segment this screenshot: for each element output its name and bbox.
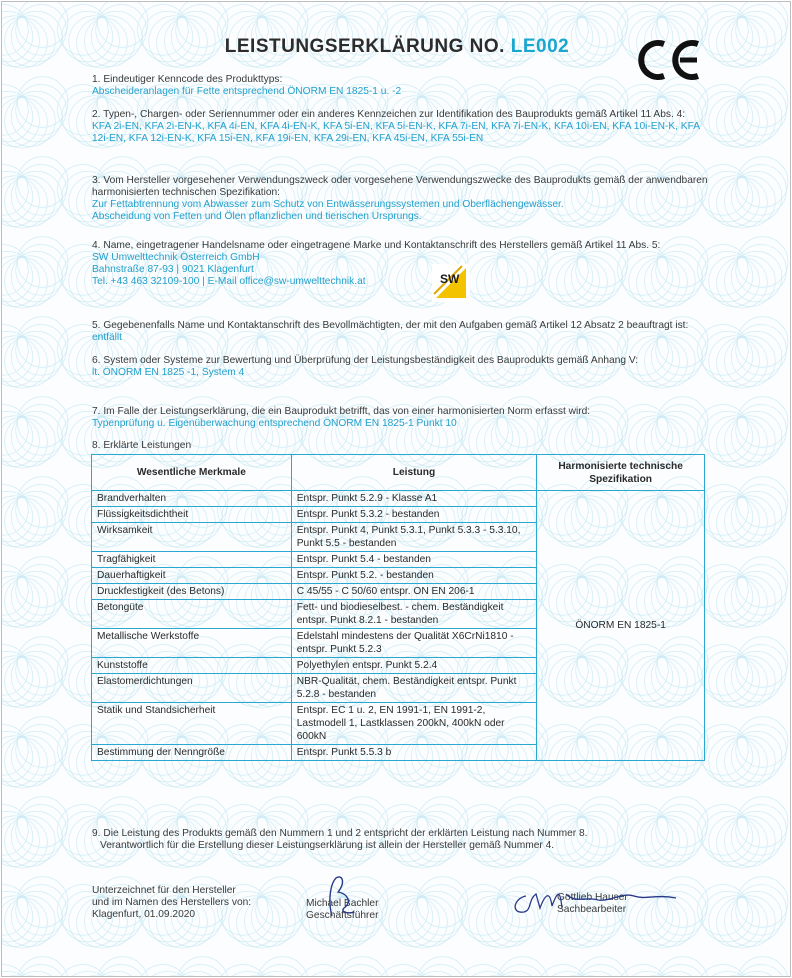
manufacturer-name: SW Umwelttechnik Österreich GmbH xyxy=(92,252,260,263)
section-6: 6. System oder Systeme zur Bewertung und Überprüfung der Leistungsbeständigkeit des Bauprodukts gemäß Anhang V: lt. ÖNORM EN 1825 -1, System 4 xyxy=(92,355,712,379)
characteristic-cell: Kunststoffe xyxy=(92,658,292,674)
title-text: LEISTUNGSERKLÄRUNG NO. xyxy=(224,36,505,57)
intended-use-1: Zur Fettabtrennung vom Abwasser zum Schutz von Entwässerungssystemen und Oberflächengewässer. xyxy=(92,199,564,210)
characteristic-cell: Elastomerdichtungen xyxy=(92,674,292,703)
section-9: 9. Die Leistung des Produkts gemäß den Nummern 1 und 2 entspricht der erklärten Leistung nach Nummer 8. Verantwortlich für die Erstellung dieser Leistungserklärung ist allein der Hersteller gemäß Nummer 4. xyxy=(92,828,588,851)
column-header: Wesentliche Merkmale xyxy=(92,455,292,491)
performance-cell: NBR-Qualität, chem. Beständigkeit entspr. Punkt 5.2.8 - bestanden xyxy=(291,674,537,703)
section-7: 7. Im Falle der Leistungserklärung, die ein Bauprodukt betrifft, das von einer harmonisierten Norm erfasst wird: Typenprüfung u. Eigenüberwachung entsprechend ÖNORM EN 1825-1 Punkt 10 xyxy=(92,406,712,430)
manufacturer-contact: Tel. +43 463 32109-100 | E-Mail office@sw-umwelttechnik.at xyxy=(92,276,366,287)
assessment-system: lt. ÖNORM EN 1825 -1, System 4 xyxy=(92,367,245,378)
document-page xyxy=(1,1,791,977)
signer-1-role: Geschäftsführer xyxy=(306,910,379,921)
company-logo-icon xyxy=(432,264,470,302)
characteristic-cell: Flüssigkeitsdichtheit xyxy=(92,507,292,523)
section-5: 5. Gegebenenfalls Name und Kontaktanschrift des Bevollmächtigten, der mit den Aufgaben gemäß Artikel 12 Absatz 2 beauftragt ist: entfällt xyxy=(92,320,689,343)
performance-cell: Entspr. Punkt 4, Punkt 5.3.1, Punkt 5.3.3 - 5.3.10, Punkt 5.5 - bestanden xyxy=(291,523,537,552)
harmonised-standard-value: Typenprüfung u. Eigenüberwachung entsprechend ÖNORM EN 1825-1 Punkt 10 xyxy=(92,418,457,429)
representative-value: entfällt xyxy=(92,332,123,343)
specification-cell: ÖNORM EN 1825-1 xyxy=(537,491,705,761)
signature-1 xyxy=(318,872,368,922)
performance-cell: Entspr. Punkt 5.5.3 b xyxy=(291,745,537,761)
intended-use-2: Abscheidung von Fetten und Ölen pflanzlichen und tierischen Ursprungs. xyxy=(92,211,422,222)
performance-cell: Polyethylen entspr. Punkt 5.2.4 xyxy=(291,658,537,674)
performance-cell: Entspr. Punkt 5.2.9 - Klasse A1 xyxy=(291,491,537,507)
performance-table xyxy=(91,454,705,761)
performance-cell: Entspr. Punkt 5.3.2 - bestanden xyxy=(291,507,537,523)
characteristic-cell: Wirksamkeit xyxy=(92,523,292,552)
performance-cell: Entspr. Punkt 5.2. - bestanden xyxy=(291,568,537,584)
table-row xyxy=(92,491,705,507)
performance-cell: Entspr. EC 1 u. 2, EN 1991-1, EN 1991-2, Lastmodell 1, Lastklassen 200kN, 400kN oder 600kN xyxy=(291,703,537,745)
column-header: Leistung xyxy=(291,455,537,491)
declaration-code: LE002 xyxy=(510,36,570,57)
characteristic-cell: Dauerhaftigkeit xyxy=(92,568,292,584)
characteristic-cell: Betongüte xyxy=(92,600,292,629)
signer-2-role: Sachbearbeiter xyxy=(557,904,627,915)
section-1: 1. Eindeutiger Kenncode des Produkttyps: Abscheideranlagen für Fette entsprechend ÖNORM EN 1825-1 u. -2 xyxy=(92,74,712,98)
section-2: 2. Typen-, Chargen- oder Seriennummer oder ein anderes Kennzeichen zur Identifikation des Bauprodukts gemäß Artikel 11 Abs. 4: KFA 2i-EN, KFA 2i-EN-K, KFA 4i-EN, KFA 4i-EN-K, KFA 5i-EN, KFA 5i-EN-K, KFA 7i-EN, KFA 7i-EN-K, KFA 10i-EN, KFA 10i-EN-K, KFA 12i-EN, KFA 12i-EN-K, KFA 15i-EN, KFA 19i-EN, KFA 29i-EN, KFA 45i-EN, KFA 55i-EN xyxy=(92,109,712,145)
characteristic-cell: Tragfähigkeit xyxy=(92,552,292,568)
section-4: 4. Name, eingetragener Handelsname oder eingetragene Marke und Kontaktanschrift des Herstellers gemäß Artikel 11 Abs. 5: SW Umwelttechnik Österreich GmbH Bahnstraße 87-93 | 9021 Klagenfurt Tel. +43 463 32109-100 | E-Mail office@sw-umwelttechnik.at xyxy=(92,240,712,288)
performance-cell: Entspr. Punkt 5.4 - bestanden xyxy=(291,552,537,568)
characteristic-cell: Metallische Werkstoffe xyxy=(92,629,292,658)
product-type-code: Abscheideranlagen für Fette entsprechend ÖNORM EN 1825-1 u. -2 xyxy=(92,86,402,97)
section-8: 8. Erklärte Leistungen xyxy=(92,440,192,451)
characteristic-cell: Statik und Standsicherheit xyxy=(92,703,292,745)
table-header-row xyxy=(92,455,705,491)
type-list: KFA 2i-EN, KFA 2i-EN-K, KFA 4i-EN, KFA 4i-EN-K, KFA 5i-EN, KFA 5i-EN-K, KFA 7i-EN, KFA 7i-EN-K, KFA 10i-EN, KFA 10i-EN-K, KFA 12i-EN, KFA 12i-EN-K, KFA 15i-EN, KFA 19i-EN, KFA 29i-EN, KFA 45i-EN, KFA 55i-EN xyxy=(92,121,700,144)
performance-cell: Edelstahl mindestens der Qualität X6CrNi1810 - entspr. Punkt 5.2.3 xyxy=(291,629,537,658)
characteristic-cell: Brandverhalten xyxy=(92,491,292,507)
performance-cell: C 45/55 - C 50/60 entspr. ON EN 206-1 xyxy=(291,584,537,600)
performance-cell: Fett- und biodieselbest. - chem. Beständigkeit entspr. Punkt 8.2.1 - bestanden xyxy=(291,600,537,629)
column-header: Harmonisierte technische Spezifikation xyxy=(537,455,705,491)
manufacturer-address: Bahnstraße 87-93 | 9021 Klagenfurt xyxy=(92,264,254,275)
characteristic-cell: Bestimmung der Nenngröße xyxy=(92,745,292,761)
characteristic-cell: Druckfestigkeit (des Betons) xyxy=(92,584,292,600)
signature-2 xyxy=(506,886,686,922)
section-3: 3. Vom Hersteller vorgesehener Verwendungszweck oder vorgesehene Verwendungszwecke des Bauprodukts gemäß der anwendbaren harmonisierten technischen Spezifikation: Zur Fettabtrennung vom Abwasser zum Schutz von Entwässerungssystemen und Oberflächengewässer. Abscheidung von Fetten und Ölen pflanzlichen und tierischen Ursprungs. xyxy=(92,175,712,223)
signer-2-name: Gottlieb Hauser xyxy=(557,892,628,903)
company-logo-text: SW xyxy=(440,272,460,286)
signature-block: Unterzeichnet für den Hersteller und im Namen des Herstellers von: Klagenfurt, 01.09.2020 xyxy=(92,885,252,920)
signer-1-name: Michael Bachler xyxy=(306,898,379,909)
